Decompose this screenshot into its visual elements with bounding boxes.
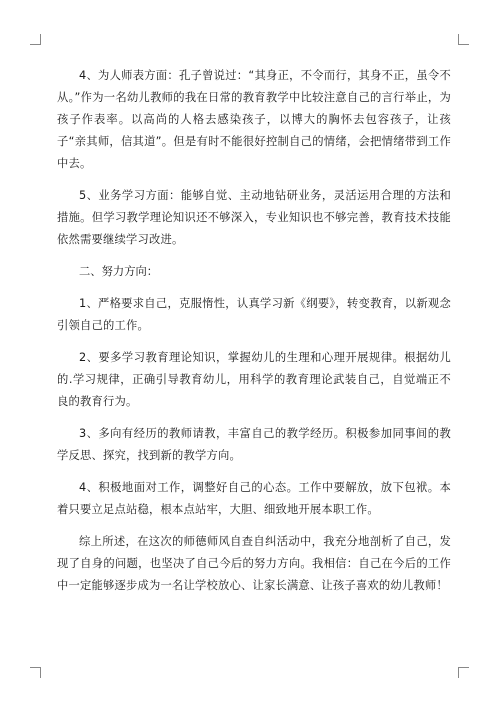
paragraph-conclusion: 综上所述，在这次的师德师风自查自纠活动中，我充分地剖析了自己，发现了自身的问题，也坚决了自己今后的努力方向。我相信：自己在今后的工作中一定能够逐步成为一名让学校放心、让家长满意、让孩子喜欢的幼儿教师！ [57,535,451,592]
paragraph-direction-2: 2、要多学习教育理论知识，掌握幼儿的生理和心理开展规律。根据幼儿的.学习规律，正确引导教育幼儿，用科学的教育理论武装自己，自觉端正不良的教育行为。 [57,351,451,408]
crop-mark-bottom-left [30,667,41,678]
paragraph-direction-3: 3、多向有经历的教师请教，丰富自己的教学经历。积极参加同事间的教学反思、探究，找到新的教学方向。 [57,427,451,462]
paragraph-professional-study: 5、业务学习方面：能够自觉、主动地钻研业务，灵活运用合理的方法和措施。但学习教学理论知识还不够深入，专业知识也不够完善，教育技术技能依然需要继续学习改进。 [57,189,451,246]
crop-mark-top-right [458,34,469,45]
document-body [57,65,451,607]
crop-mark-top-left [30,34,41,45]
paragraph-direction-1: 1、严格要求自己，克服惰性，认真学习新《纲要》，转变教育，以新观念引领自己的工作。 [57,297,451,332]
crop-mark-bottom-right [458,667,469,678]
section-heading-directions: 二、努力方向： [79,265,159,278]
paragraph-teacher-conduct: 4、为人师表方面：孔子曾说过：“其身正，不令而行，其身不正，虽令不从。”作为一名幼儿教师的我在日常的教育教学中比较注意自己的言行举止，为孩子作表率。以高尚的人格去感染孩子，以博大的胸怀去包容孩子，让孩子“亲其师，信其道”。但是有时不能很好控制自己的情绪，会把情绪带到工作中去。 [57,69,451,170]
paragraph-direction-4: 4、积极地面对工作，调整好自己的心态。工作中要解放，放下包袱。本着只要立足点站稳，根本点站牢，大胆、细致地开展本职工作。 [57,481,451,516]
